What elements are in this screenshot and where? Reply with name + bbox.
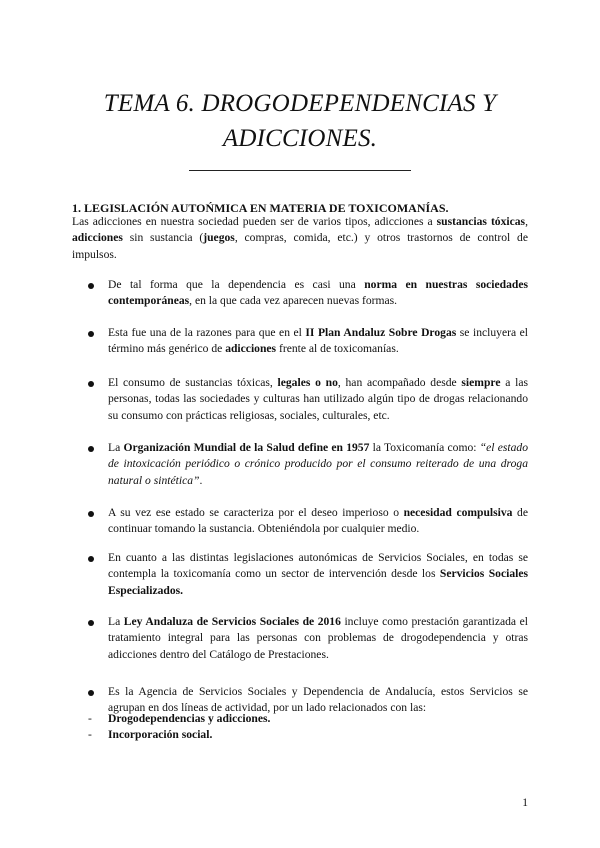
title-line-1: TEMA 6. DROGODEPENDENCIAS Y (103, 90, 497, 117)
bullet-dot (88, 283, 94, 289)
bullet-item: De tal forma que la dependencia es casi una norma en nuestras sociedades contemporáneas, en la que cada vez aparecen nuevas formas. (108, 278, 528, 308)
bullet-dot (88, 331, 94, 337)
bullet-item: Es la Agencia de Servicios Sociales y Dependencia de Andalucía, estos Servicios se agrupan en dos líneas de actividad, por un lado relacionados con las: (108, 685, 528, 715)
intro-paragraph: Las adicciones en nuestra sociedad pueden ser de varios tipos, adicciones a sustancias tóxicas, adicciones sin sustancia (juegos, compras, comida, etc.) y otros trastornos de control de impulsos. (72, 215, 528, 261)
bullet-dot (88, 446, 94, 452)
title-underline (189, 170, 411, 171)
bullet-dot (88, 556, 94, 562)
dash-item: Drogodependencias y adicciones. (108, 712, 271, 725)
bullet-dot (88, 511, 94, 517)
bullet-item: A su vez ese estado se caracteriza por el deseo imperioso o necesidad compulsiva de continuar tomando la sustancia. Obteniéndola por cualquier medio. (108, 506, 528, 536)
title-line-2: ADICCIONES. (222, 125, 378, 152)
bullet-item: En cuanto a las distintas legislaciones autonómicas de Servicios Sociales, en todas se contempla la toxicomanía como un sector de intervención desde los Servicios Sociales Especializados. (108, 551, 529, 597)
page-number: 1 (522, 797, 528, 809)
bullet-dot (88, 381, 94, 387)
bullet-item: Esta fue una de la razones para que en el II Plan Andaluz Sobre Drogas se incluyera el término más genérico de adicciones frente al de toxicomanías. (108, 326, 528, 356)
dash-item: Incorporación social. (108, 728, 213, 741)
bullet-dot (88, 690, 94, 696)
bullet-item: La Organización Mundial de la Salud define en 1957 la Toxicomanía como: “el estado de intoxicación periódico o crónico producido por el consumo reiterado de una droga natural o sintética”. (108, 441, 528, 487)
bullet-item: La Ley Andaluza de Servicios Sociales de 2016 incluye como prestación garantizada el tratamiento integral para las personas con problemas de drogodependencia y otras adicciones dentro del Catálogo de Prestaciones. (108, 615, 528, 661)
page-title (40, 86, 560, 156)
section-heading: 1. LEGISLACIÓN AUTOŃMICA EN MATERIA DE TOXICOMANÍAS. (72, 201, 449, 215)
bullet-dot (88, 620, 94, 626)
dash-marker: - (88, 712, 92, 725)
dash-marker: - (88, 728, 92, 741)
bullet-item: El consumo de sustancias tóxicas, legales o no, han acompañado desde siempre a las personas, todas las sociedades y culturas han utilizado algún tipo de drogas relacionando su consumo con prácticas religiosas, sociales, culturales, etc. (108, 376, 528, 422)
